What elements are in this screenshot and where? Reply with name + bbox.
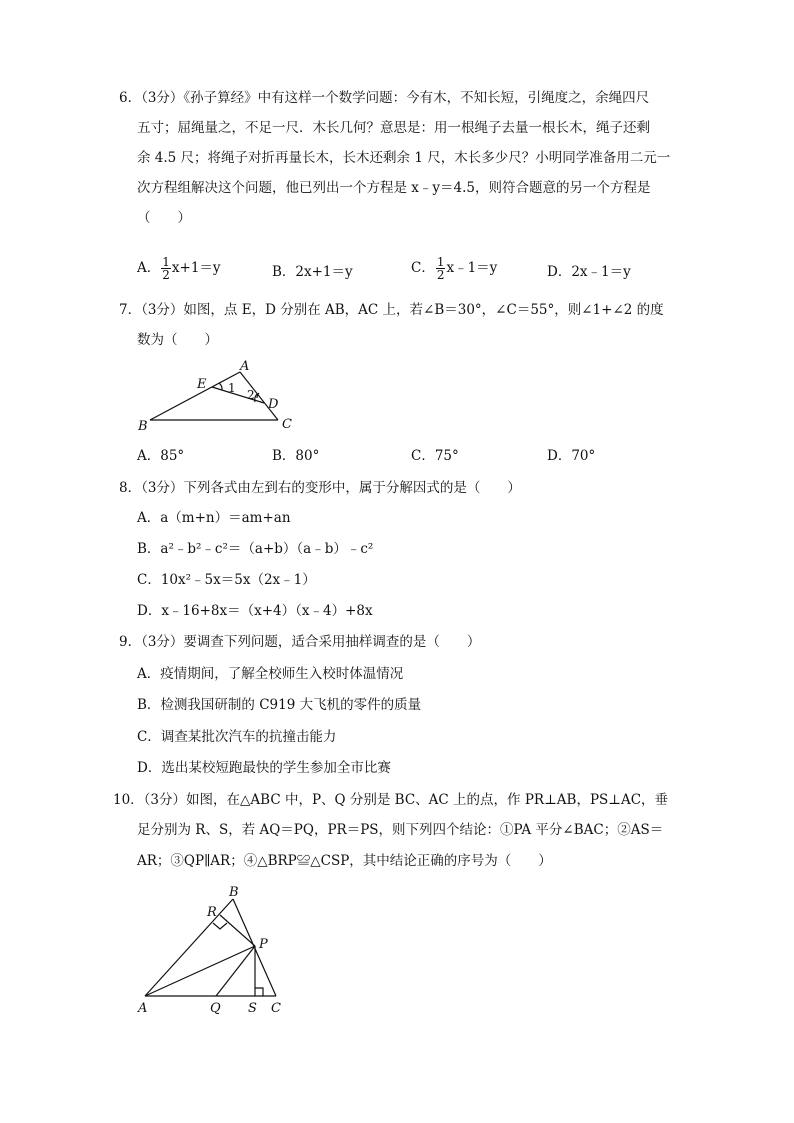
q9-option-c: C．调查某批次汽车的抗撞击能力 (137, 729, 337, 745)
segment-ed (212, 387, 264, 403)
q10-label-b: B (229, 885, 239, 900)
q7-line-2: 数为（ ） (137, 332, 218, 348)
q7-label-e: E (197, 377, 207, 392)
q7-line-1: 7．（3分）如图，点 E，D 分别在 AB，AC 上，若∠B＝30°，∠C＝55°，则∠1+∠2 的度 (119, 302, 664, 318)
angle-1-arc (219, 383, 222, 390)
right-angle-mark-r (213, 923, 227, 929)
segment-bc (233, 899, 276, 996)
q6-option-c-fraction (436, 256, 446, 281)
q6-option-d: D．2x﹣1＝y (547, 264, 631, 280)
angle-2-arc (257, 393, 259, 398)
q10-label-q: Q (210, 1001, 221, 1016)
segment-qp (216, 946, 255, 996)
q7-option-b: B．80° (272, 448, 320, 464)
q10-line-3: AR；③QP∥AR；④△BRP≌△CSP，其中结论正确的序号为（ ） (137, 853, 552, 869)
segment-ac (240, 372, 278, 420)
q10-label-r: R (207, 905, 217, 920)
q10-line-1: 10．（3分）如图，在△ABC 中，P、Q 分别是 BC、AC 上的点，作 PR⊥AB，PS⊥AC，垂 (113, 792, 669, 808)
segment-ap (145, 946, 255, 996)
q10-line-2: 足分别为 R、S，若 AQ＝PQ，PR＝PS，则下列四个结论：①PA 平分∠BAC；②AS＝ (137, 822, 664, 838)
q6-line-1: 6．（3分）《孙子算经》中有这样一个数学问题：今有木，不知长短，引绳度之，余绳四尺 (119, 90, 650, 106)
q7-option-c: C．75° (411, 448, 459, 464)
q6-option-c (411, 256, 497, 281)
q9-option-a: A．疫情期间，了解全校师生入校时体温情况 (137, 666, 404, 682)
q7-label-a: A (240, 359, 250, 374)
q6-option-c-label: C． (411, 260, 435, 276)
q6-option-a-fraction (161, 256, 171, 281)
q6-line-5: （ ） (137, 210, 191, 226)
fraction-numerator: 1 (436, 255, 445, 269)
right-angle-mark-s (255, 988, 263, 996)
q7-label-c: C (282, 417, 292, 432)
q6-option-a-rest: x+1＝y (171, 260, 221, 276)
q9-option-d: D．选出某校短跑最快的学生参加全市比赛 (137, 760, 391, 776)
q10-label-a: A (138, 1001, 148, 1016)
q8-option-d: D．x﹣16+8x＝（x+4）（x﹣4）+8x (137, 603, 373, 619)
fraction-denominator: 2 (436, 268, 445, 282)
q9-option-b: B．检测我国研制的 C919 大飞机的零件的质量 (137, 697, 422, 713)
q6-line-4: 次方程组解决这个问题，他已列出一个方程是 x﹣y＝4.5，则符合题意的另一个方程是 (137, 180, 651, 196)
q8-option-c: C．10x²﹣5x＝5x（2x﹣1） (137, 572, 316, 588)
q8-line-1: 8．（3分）下列各式由左到右的变形中，属于分解因式的是（ ） (119, 480, 521, 496)
q9-line-1: 9．（3分）要调查下列问题，适合采用抽样调查的是（ ） (119, 634, 481, 650)
q8-option-a: A．a（m+n）＝am+an (137, 510, 291, 526)
q6-option-a (137, 256, 221, 281)
q8-option-b: B．a²﹣b²﹣c²＝（a+b）（a﹣b）﹣c² (137, 541, 374, 557)
q6-line-2: 五寸；屈绳量之，不足一尺．木长几何？意思是：用一根绳子去量一根长木，绳子还剩 (137, 120, 650, 136)
q6-line-3: 余 4.5 尺；将绳子对折再量长木，长木还剩余 1 尺，木长多少尺？小明同学准备用二元一 (137, 150, 671, 166)
segment-ba (150, 372, 240, 420)
q7-option-a: A．85° (137, 448, 185, 464)
segment-ab (145, 899, 233, 996)
q7-label-d: D (268, 397, 279, 412)
segment-rp (220, 915, 255, 946)
q7-option-d: D．70° (547, 448, 596, 464)
q7-label-angle-1: 1 (228, 381, 236, 395)
fraction-denominator: 2 (162, 268, 170, 282)
q6-option-b: B．2x+1＝y (272, 264, 353, 280)
fraction-numerator: 1 (162, 255, 170, 269)
q10-label-p: P (259, 937, 268, 952)
q6-option-c-rest: x﹣1＝y (446, 260, 498, 276)
q7-label-b: B (138, 419, 148, 434)
q10-label-s: S (248, 1001, 257, 1016)
q6-option-a-label: A． (137, 260, 161, 276)
q10-label-c: C (271, 1001, 281, 1016)
angle-2-arc-inner (255, 394, 257, 402)
q7-label-angle-2: 2 (247, 388, 255, 402)
